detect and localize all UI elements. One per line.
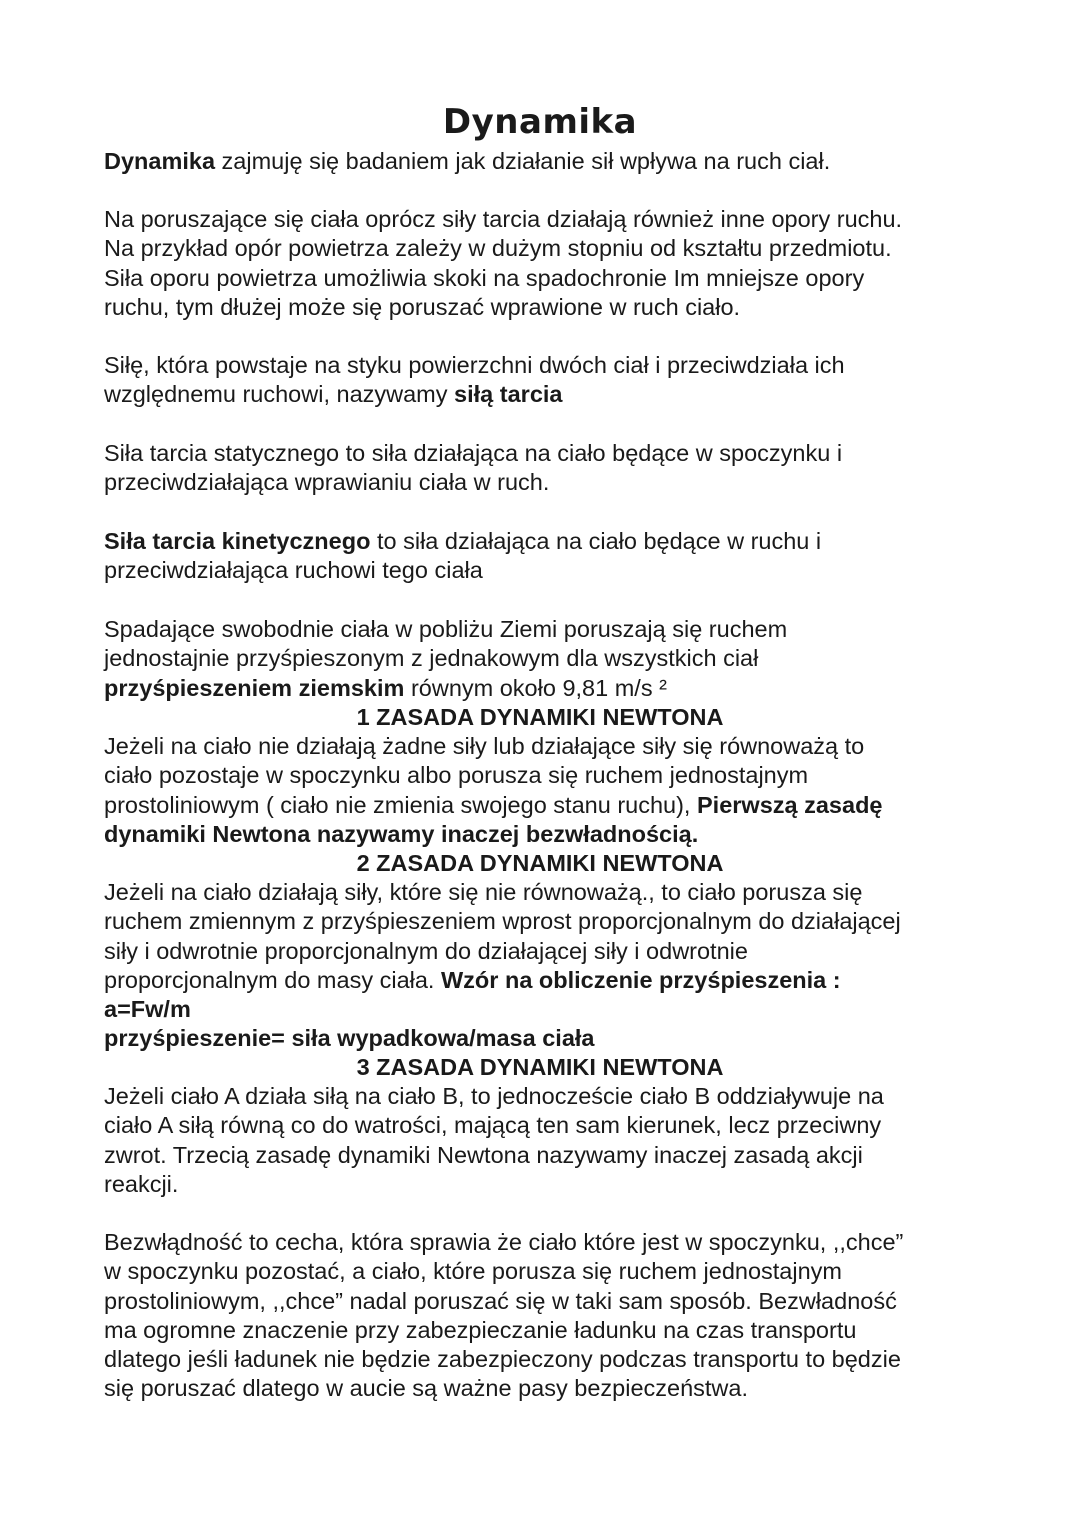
law2-text: proporcjonalnym do masy ciała.: [104, 966, 441, 993]
text-line: ruchem zmiennym z przyśpieszeniem wprost proporcjonalnym do działającej: [104, 908, 901, 935]
text-line: dlatego jeśli ładunek nie będzie zabezpieczony podczas transportu to będzie: [104, 1346, 901, 1373]
text-line: Jeżeli na ciało nie działają żadne siły lub działające siły się równoważą to: [104, 733, 865, 759]
law2-paragraph: [104, 878, 1004, 1054]
law1-bold: Pierwszą zasadę: [697, 791, 883, 818]
text-line: prostoliniowym, ,,chce” nadal poruszać się w taki sam sposób. Bezwładność: [104, 1287, 897, 1314]
text-line: [104, 674, 1004, 703]
text-line: przeciwdziałająca wprawianiu ciała w ruch.: [104, 469, 550, 496]
text-line: [104, 527, 1004, 556]
resistance-paragraph: [104, 205, 1004, 322]
intro-term: Dynamika: [104, 148, 216, 174]
text-line: się poruszać dlatego w aucie są ważne pasy bezpieczeństwa.: [104, 1375, 749, 1402]
formula: a=Fw/m: [104, 996, 191, 1023]
text-line: w spoczynku pozostać, a ciało, które porusza się ruchem jednostajnym: [104, 1258, 842, 1285]
static-friction-paragraph: [104, 439, 1004, 498]
friction-text: względnemu ruchowi, nazywamy: [104, 381, 455, 408]
free-fall-paragraph: [104, 615, 1004, 703]
intro-paragraph: [104, 147, 1004, 176]
text-line: Siła tarcia statycznego to siła działająca na ciało będące w spoczynku i: [104, 440, 843, 466]
intro-text: zajmuję się badaniem jak działanie sił wpływa na ruch ciał.: [215, 148, 831, 174]
text-line: [104, 791, 1004, 820]
text-line: [104, 966, 1004, 995]
text-line: Jeżeli na ciało działają siły, które się nie równoważą., to ciało porusza się: [104, 879, 863, 905]
text-line: reakcji.: [104, 1170, 179, 1197]
friction-term: siłą tarcia: [454, 381, 563, 408]
formula-words: przyśpieszenie= siła wypadkowa/masa ciała: [104, 1025, 595, 1052]
kinetic-friction-term: Siła tarcia kinetycznego: [104, 528, 371, 554]
text-line: Siłę, która powstaje na styku powierzchni dwóch ciał i przeciwdziała ich: [104, 352, 845, 378]
law1-heading: 1 ZASADA DYNAMIKI NEWTONA: [356, 704, 724, 730]
text-line: ruchu, tym dłużej może się poruszać wprawione w ruch ciało.: [104, 293, 741, 320]
text-line: Na przykład opór powietrza zależy w dużym stopniu od kształtu przedmiotu.: [104, 235, 892, 262]
law3-paragraph: [104, 1082, 1004, 1199]
text-line: przeciwdziałająca ruchowi tego ciała: [104, 557, 483, 584]
law2-heading: 2 ZASADA DYNAMIKI NEWTONA: [356, 850, 724, 876]
text-line: Na poruszające się ciała oprócz siły tarcia działają również inne opory ruchu.: [104, 206, 903, 232]
gravity-term: przyśpieszeniem ziemskim: [104, 674, 405, 701]
text-line: ciało pozostaje w spoczynku albo porusza się ruchem jednostajnym: [104, 762, 809, 789]
law2-bold: Wzór na obliczenie przyśpieszenia :: [441, 966, 841, 993]
law1-paragraph: [104, 732, 1004, 849]
text-line: ma ogromne znaczenie przy zabezpieczanie ładunku na czas transportu: [104, 1316, 857, 1343]
page-title: Dynamika: [442, 102, 638, 142]
law1-text: prostoliniowym ( ciało nie zmienia swojego stanu ruchu),: [104, 791, 697, 818]
law3-heading: 3 ZASADA DYNAMIKI NEWTONA: [356, 1054, 724, 1080]
gravity-text: równym około 9,81 m/s ²: [404, 674, 667, 701]
text-line: jednostajnie przyśpieszonym z jednakowym dla wszystkich ciał: [104, 645, 759, 672]
text-line: siły i odwrotnie proporcjonalnym do działającej siły i odwrotnie: [104, 937, 748, 964]
text-line: Bezwłądność to cecha, która sprawia że ciało które jest w spoczynku, ,,chce”: [104, 1229, 904, 1255]
text-line: dynamiki Newtona nazywamy inaczej bezwładnością.: [104, 820, 699, 847]
kinetic-friction-text: to siła działająca na ciało będące w ruchu i: [370, 528, 822, 554]
friction-paragraph: [104, 351, 1004, 410]
text-line: Siła oporu powietrza umożliwia skoki na spadochronie Im mniejsze opory: [104, 264, 865, 291]
text-line: ciało A siłą równą co do watrości, mającą ten sam kierunek, lecz przeciwny: [104, 1112, 882, 1139]
kinetic-friction-paragraph: [104, 527, 1004, 586]
inertia-paragraph: [104, 1228, 1004, 1404]
text-line: [104, 380, 1004, 409]
text-line: Spadające swobodnie ciała w pobliżu Ziemi poruszają się ruchem: [104, 616, 788, 642]
text-line: zwrot. Trzecią zasadę dynamiki Newtona nazywamy inaczej zasadą akcji: [104, 1141, 863, 1168]
text-line: Jeżeli ciało A działa siłą na ciało B, to jednoczeście ciało B oddziaływuje na: [104, 1083, 884, 1109]
